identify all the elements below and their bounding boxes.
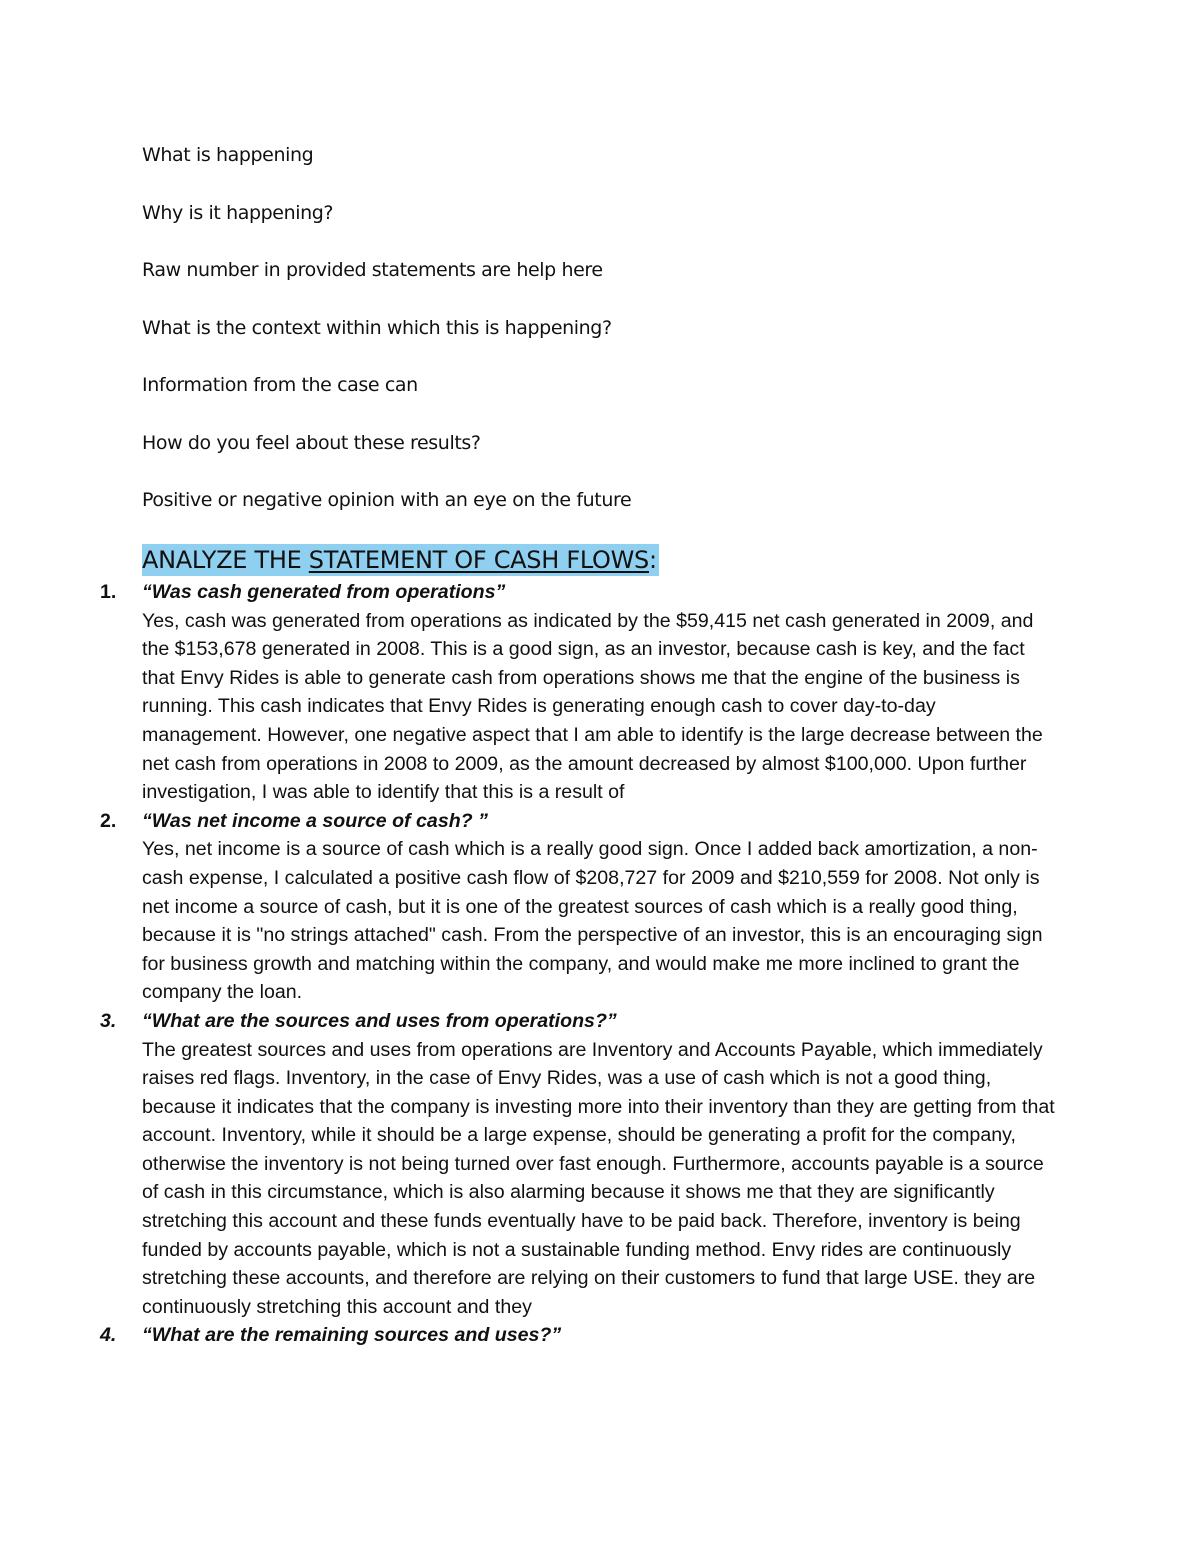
question-text: “What are the sources and uses from operations?” — [142, 1009, 617, 1032]
prompt-line: What is happening — [142, 144, 314, 166]
answer-text: Yes, cash was generated from operations as indicated by the $59,415 net cash generated in 2009, and the $153,678 generated in 2008. This is a good sign, as an investor, because cash is key, and the fact that Envy Rides is able to generate cash from operations shows me that the engine of the business is running. This cash indicates that Envy Rides is generating enough cash to cover day-to-day management. However, one negative aspect that I am able to identify is the large decrease between the net cash from operations in 2008 to 2009, as the amount decreased by almost $100,000. Upon further investigation, I was able to identify that this is a result of — [142, 609, 1043, 804]
heading-suffix: : — [649, 546, 657, 574]
prompt-line: Why is it happening? — [142, 201, 334, 224]
question-body — [142, 1321, 1060, 1350]
question-number: 2. — [100, 809, 117, 832]
question-body — [142, 578, 1060, 807]
question-item — [100, 578, 1060, 807]
question-body — [142, 1007, 1060, 1322]
question-number: 1. — [100, 581, 117, 603]
prompt-line: Information from the case can — [142, 374, 418, 396]
question-item — [100, 1007, 1060, 1322]
section-heading — [142, 544, 659, 576]
question-item — [100, 807, 1060, 1007]
question-text: “Was net income a source of cash? ” — [142, 809, 488, 832]
question-list — [100, 578, 1060, 1350]
guide-prompts — [142, 138, 1042, 541]
question-body — [142, 807, 1060, 1007]
answer-text: The greatest sources and uses from operations are Inventory and Accounts Payable, which immediately raises red flags. Inventory, in the case of Envy Rides, was a use of cash which is not a good thing, because it indicates that the company is investing more into their inventory than they are getting from that account. Inventory, while it should be a large expense, should be generating a profit for the company, otherwise the inventory is not being turned over fast enough. Furthermore, accounts payable is a source of cash in this circumstance, which is also alarming because it shows me that they are significantly stretching this account and these funds eventually have to be paid back. Therefore, inventory is being funded by accounts payable, which is not a sustainable funding method. Envy rides are continuously stretching these accounts, and therefore are relying on their customers to fund that large USE. they are continuously stretching this account and they — [142, 1038, 1055, 1318]
heading-prefix: ANALYZE THE — [142, 546, 309, 574]
prompt-line: What is the context within which this is happening? — [142, 316, 612, 339]
prompt-line: How do you feel about these results? — [142, 431, 481, 454]
question-number: 4. — [100, 1324, 117, 1347]
question-text: “Was cash generated from operations” — [142, 581, 506, 603]
heading-underlined: STATEMENT OF CASH FLOWS — [308, 546, 649, 574]
prompt-line: Positive or negative opinion with an eye on the future — [142, 489, 632, 511]
answer-text: Yes, net income is a source of cash which is a really good sign. Once I added back amortization, a non-cash expense, I calculated a positive cash flow of $208,727 for 2009 and $210,559 for 2008. Not only is net income a source of cash, but it is one of the greatest sources of cash which is a really good thing, because it is "no strings attached" cash. From the perspective of an investor, this is an encouraging sign for business growth and matching within the company, and would make me more inclined to grant the company the loan. — [142, 838, 1043, 1004]
prompt-line: Raw number in provided statements are help here — [142, 259, 603, 281]
question-item — [100, 1321, 1060, 1350]
question-text: “What are the remaining sources and uses?” — [142, 1324, 562, 1347]
question-number: 3. — [100, 1009, 117, 1032]
